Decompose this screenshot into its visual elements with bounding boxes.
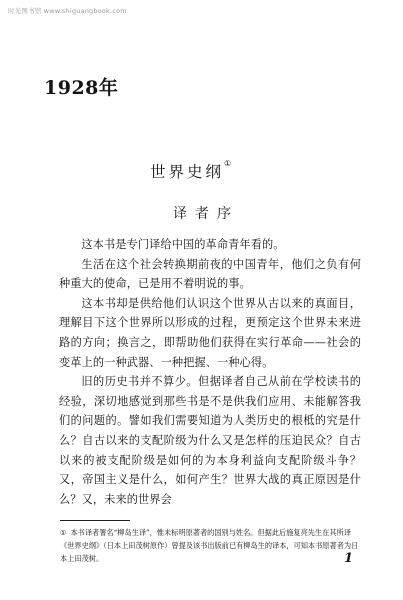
paragraph: 旧的历史书并不算少。但据译者自己从前在学校读书的经验，深切地感觉到那些书是不是供我们应用、未能解答我们的问题的。譬如我们需要知道为人类历史的根柢的究是什么？自古以来的支配阶级为什么又是怎样的压迫民众？自古以来的被支配阶级是如何的为本身利益向支配阶级斗争？又，帝国主义是什么，如何产生？世界大战的真正原因是什么？又，未来的世界会 [59, 375, 361, 506]
footnote-divider [60, 520, 130, 521]
footnote-reference-mark: ① [224, 159, 232, 168]
paragraph: 生活在这个社会转换期前夜的中国青年，他们之负有何种重大的使命，已是用不着明说的事。 [59, 257, 361, 291]
footnote [60, 527, 362, 565]
paragraph: 这本书却是供给他们认识这个世界从古以来的真面目，理解目下这个世界所以形成的过程，更预定这个世界未来进路的方向；换言之，即帮助他们获得在实行革命——社会的变革上的一种武器、一种把握、一种心得。 [59, 296, 361, 369]
preface-title: 译者序 [173, 206, 239, 222]
preface-body [59, 235, 361, 509]
page-number: 1 [344, 551, 354, 566]
year-heading: 1928年 [44, 77, 119, 99]
footnote-mark: ① [60, 528, 67, 537]
book-title [150, 160, 231, 182]
paragraph: 这本书是专门译给中国的革命青年看的。 [81, 238, 285, 251]
footnote-text: 本书译者署名“柳岛生译”，惟未标明原著者的国别与姓名。但据此后施复亮先生在其所译《世界史纲》（日本上田茂树原作）曾提及该书出版前已有柳岛生的译本，可知本书原著者为日本上田茂树。 [60, 528, 359, 563]
watermark-text: 时光图书馆 www.shiguangbook.com [8, 7, 127, 15]
book-title-text: 世界史纲 [150, 163, 225, 181]
